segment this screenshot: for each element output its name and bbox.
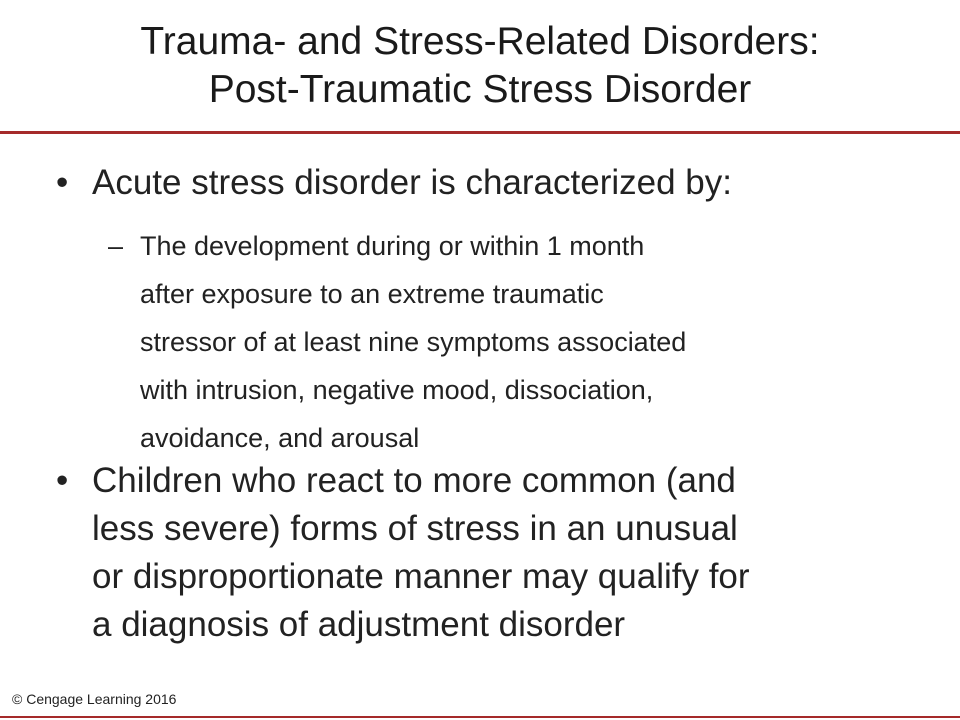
copyright-notice: © Cengage Learning 2016 xyxy=(12,691,177,707)
footer-divider xyxy=(0,716,960,718)
sub-bullet-line: avoidance, and arousal xyxy=(140,423,420,453)
sub-bullet-marker: – xyxy=(108,231,124,261)
slide-title-line-1: Trauma- and Stress-Related Disorders: xyxy=(140,20,820,63)
bullet-line: or disproportionate manner may qualify for xyxy=(92,557,750,596)
bullet-line: Children who react to more common (and xyxy=(92,461,736,500)
bullet-line: less severe) forms of stress in an unusual xyxy=(92,509,738,548)
bullet-text: Acute stress disorder is characterized by: xyxy=(92,163,732,202)
sub-bullet-line: after exposure to an extreme traumatic xyxy=(140,279,604,309)
bullet-marker: • xyxy=(56,461,69,500)
sub-bullet-development xyxy=(108,222,900,462)
sub-bullet-line: The development during or within 1 month xyxy=(140,231,645,261)
bullet-line: a diagnosis of adjustment disorder xyxy=(92,605,626,644)
bullet-marker: • xyxy=(56,163,69,202)
bullet-adjustment-disorder xyxy=(56,457,892,649)
slide-title xyxy=(0,18,960,114)
sub-bullet-line: stressor of at least nine symptoms associated xyxy=(140,327,687,357)
sub-bullet-line: with intrusion, negative mood, dissociation, xyxy=(140,375,654,405)
slide-title-line-2: Post-Traumatic Stress Disorder xyxy=(208,68,752,111)
bullet-acute-stress xyxy=(56,159,892,207)
title-divider xyxy=(0,131,960,134)
